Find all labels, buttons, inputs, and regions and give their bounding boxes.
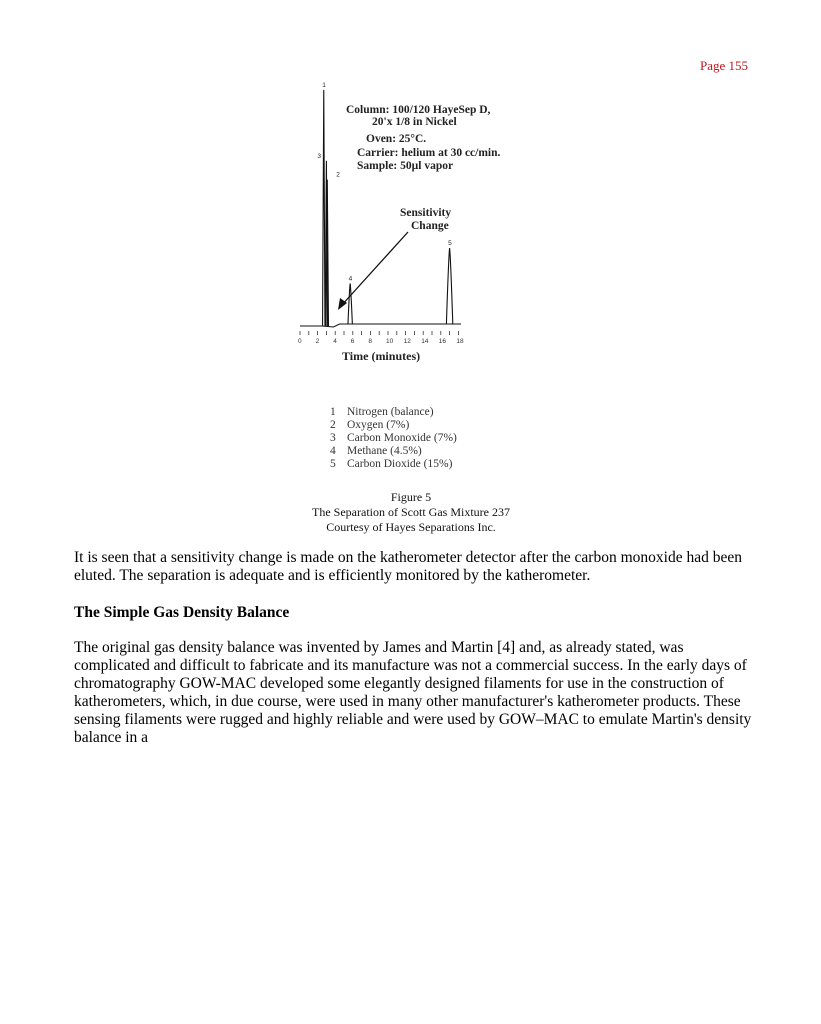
legend-item xyxy=(330,406,457,419)
legend-number: 2 xyxy=(330,419,336,431)
chromatogram-chart xyxy=(290,82,530,378)
annotation-change: Change xyxy=(411,220,449,232)
x-tick-label: 12 xyxy=(403,338,411,345)
chromatogram-peak xyxy=(348,284,352,324)
condition-column-size: 20'x 1/8 in Nickel xyxy=(372,116,457,128)
legend-item xyxy=(330,419,457,432)
x-tick-label: 8 xyxy=(368,338,373,345)
legend-item xyxy=(330,458,457,471)
legend-text: Methane (4.5%) xyxy=(347,445,422,457)
x-tick-label: 6 xyxy=(350,338,355,345)
legend-number: 4 xyxy=(330,445,336,457)
page-number: Page 155 xyxy=(699,58,748,73)
legend-text: Carbon Monoxide (7%) xyxy=(347,432,457,444)
x-tick-label: 0 xyxy=(298,338,302,345)
legend-number: 1 xyxy=(330,406,336,418)
x-axis-title: Time (minutes) xyxy=(342,349,421,363)
caption-credit: Courtesy of Hayes Separations Inc. xyxy=(326,520,496,534)
chromatogram-peak xyxy=(446,248,452,324)
peak-label: 5 xyxy=(448,240,452,248)
chromatogram-peak xyxy=(323,90,325,326)
peak-label: 3 xyxy=(317,152,322,160)
x-tick-label: 2 xyxy=(315,338,320,345)
section-heading: The Simple Gas Density Balance xyxy=(74,604,290,621)
paragraph-density-balance: The original gas density balance was invented by James and Martin [4] and, as already stated, was complicated and difficult to fabricate and its manufacture was not a commercial success. In the early days of chromatography GOW-MAC developed some elegantly designed filaments for use in the construction of katherometers, which, in due course, were used in many other manufacturer's katherometer products. These sensing filaments were rugged and highly reliable and were used by GOW–MAC to emulate Martin's density balance in a xyxy=(74,639,752,746)
chromatogram-baseline xyxy=(300,324,461,327)
peak-label: 1 xyxy=(322,82,326,89)
x-tick-label: 16 xyxy=(438,338,447,345)
legend-text: Carbon Dioxide (15%) xyxy=(347,458,453,470)
x-tick-label: 10 xyxy=(386,338,394,345)
condition-sample: Sample: 50µl vapor xyxy=(357,160,454,172)
condition-oven: Oven: 25°C. xyxy=(366,133,427,145)
condition-column: Column: 100/120 HayeSep D, xyxy=(346,104,491,116)
x-tick-label: 18 xyxy=(456,338,464,345)
condition-carrier: Carrier: helium at 30 cc/min. xyxy=(357,147,501,159)
annotation-sensitivity: Sensitivity xyxy=(400,207,452,219)
legend-item xyxy=(330,445,457,458)
caption-figure-number: Figure 5 xyxy=(390,490,432,504)
legend-text: Nitrogen (balance) xyxy=(347,406,434,418)
legend-text: Oxygen (7%) xyxy=(347,419,410,431)
legend-item xyxy=(330,432,457,445)
annotation-arrowhead xyxy=(338,298,347,310)
x-tick-label: 4 xyxy=(333,338,337,345)
legend-number: 3 xyxy=(330,432,336,444)
legend-number: 5 xyxy=(330,458,336,470)
caption-title: The Separation of Scott Gas Mixture 237 xyxy=(312,505,510,519)
peak-label: 4 xyxy=(348,275,353,283)
peak-legend xyxy=(330,406,457,471)
paragraph-sensitivity: It is seen that a sensitivity change is made on the katherometer detector after the carbon monoxide had been eluted. The separation is adequate and is efficiently monitored by the katherometer. xyxy=(74,549,742,584)
peak-label: 2 xyxy=(336,171,340,179)
chromatogram-figure xyxy=(290,82,530,378)
x-tick-label: 14 xyxy=(421,338,429,345)
figure-caption xyxy=(290,490,532,535)
